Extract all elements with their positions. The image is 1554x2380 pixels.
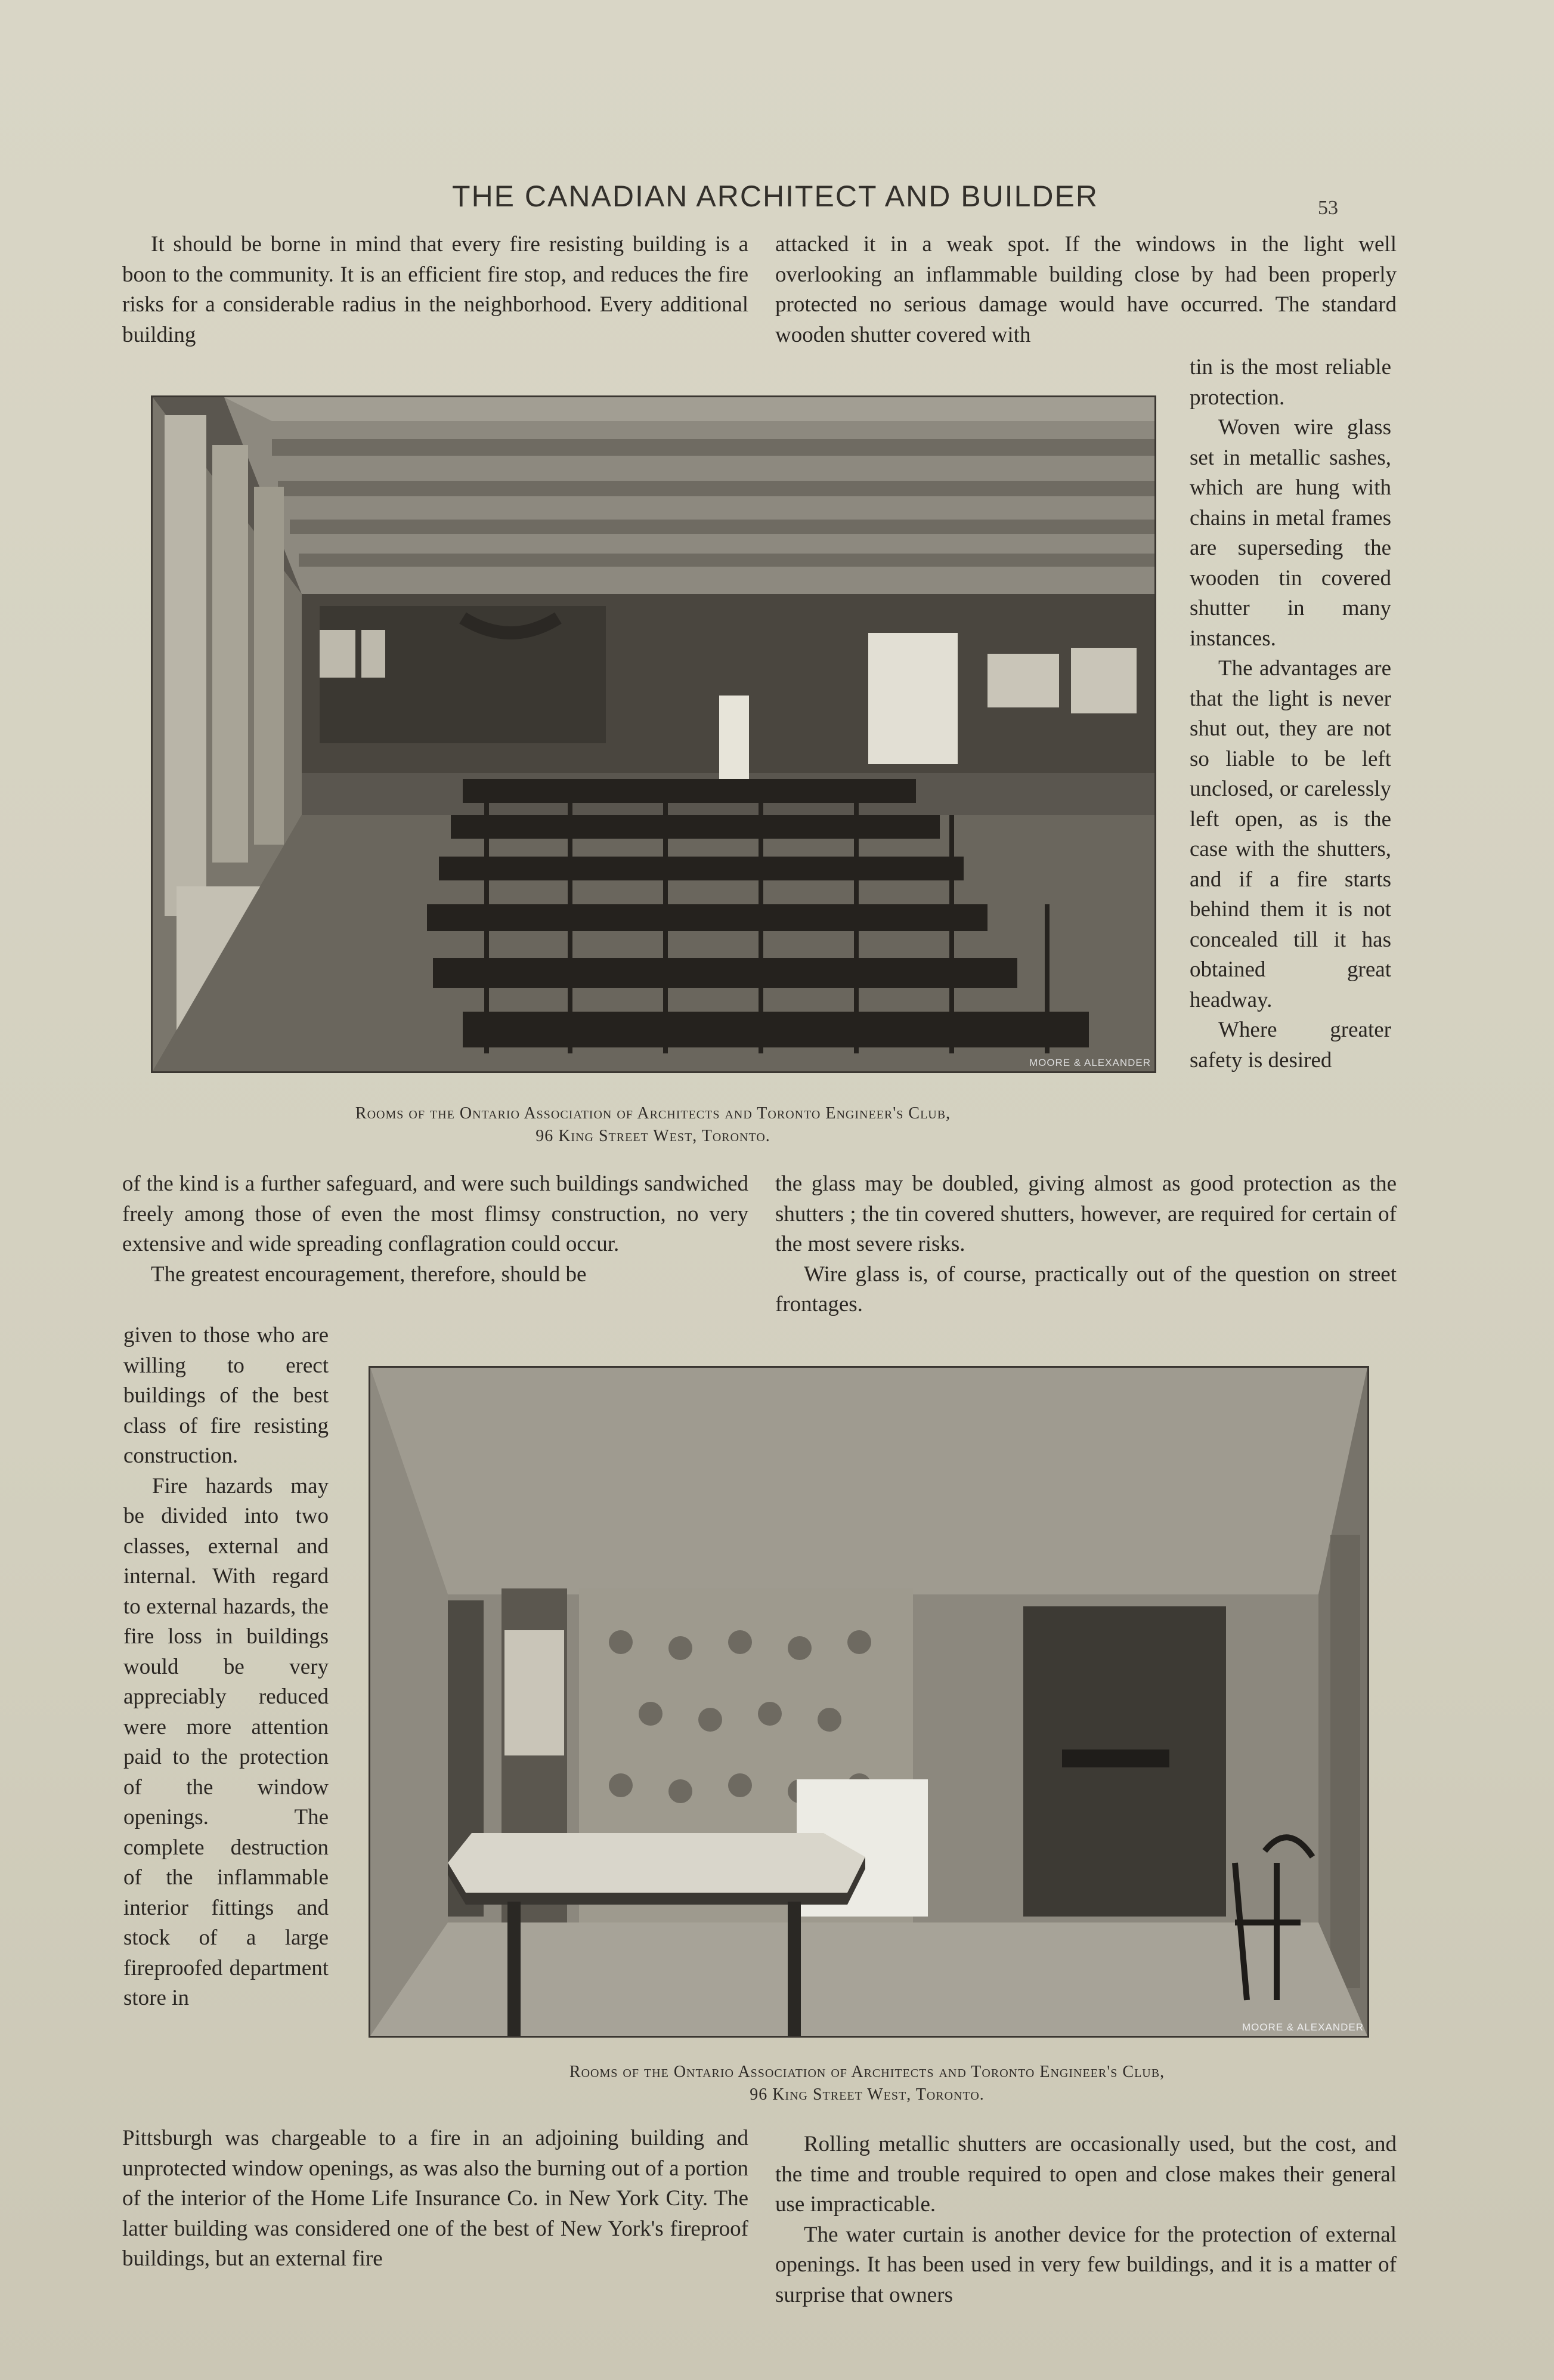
- caption-line: 96 King Street West, Toronto.: [535, 1127, 770, 1145]
- narrow-column: [123, 1321, 329, 2014]
- right-mid-paragraph: Wire glass is, of course, practically out of the question on street frontages.: [775, 1262, 1397, 1316]
- side-paragraph: Where greater safety is desired: [1190, 1018, 1391, 1072]
- right-bottom-paragraph: Rolling metallic shutters are occasionally used, but the cost, and the time and trouble required to open and close makes their general use impracticable.: [775, 2132, 1397, 2217]
- right-bottom-text: [775, 2129, 1397, 2310]
- photo-credit: MOORE & ALEXANDER: [1242, 2022, 1364, 2033]
- side-paragraph: Woven wire glass set in metallic sashes, which are hung with chains in metal frames are superseding the wooden tin covered shutter in many instances.: [1190, 415, 1391, 651]
- left-top-paragraph: It should be borne in mind that every fire resisting building is a boon to the community. It is an efficient fire stop, and reduces the fire risks for a considerable radius in the neighborhood. Every additional building: [122, 232, 748, 347]
- caption-line: 96 King Street West, Toronto.: [750, 2085, 985, 2104]
- caption-line: Rooms of the Ontario Association of Architects and Toronto Engineer's Club,: [355, 1104, 951, 1123]
- side-column: [1190, 353, 1391, 1075]
- narrow-paragraph: Fire hazards may be divided into two classes, external and internal. With regard to external hazards, the fire loss in buildings would be very appreciably reduced were more attention paid to the protection of the window openings. The complete destruction of the inflammable interior fittings and stock of a large fireproofed department store in: [123, 1473, 329, 2010]
- caption-line: Rooms of the Ontario Association of Architects and Toronto Engineer's Club,: [569, 2063, 1165, 2081]
- left-mid-text: [122, 1169, 748, 1290]
- photo-caption: [369, 2061, 1366, 2106]
- running-header: THE CANADIAN ARCHITECT AND BUILDER: [452, 180, 1098, 213]
- narrow-paragraph: given to those who are willing to erect buildings of the best class of fire resisting construction.: [123, 1323, 329, 1468]
- photo-caption: [149, 1102, 1157, 1148]
- left-mid-paragraph: of the kind is a further safeguard, and were such buildings sandwiched freely among those of even the most flimsy construction, no very extensive and wide spreading conflagration could occur.: [122, 1172, 748, 1256]
- right-mid-text: [775, 1169, 1397, 1320]
- side-paragraph: The advantages are that the light is never shut out, they are not so liable to be left unclosed, or carelessly left open, as is the case with the shutters, and if a fire starts behind them it is not concealed till it has obtained great headway.: [1190, 656, 1391, 1012]
- side-paragraph: tin is the most reliable protection.: [1190, 355, 1391, 410]
- right-top-paragraph: attacked it in a weak spot. If the windows in the light well overlooking an inflammable building close by had been properly protected no serious damage would have occurred. The standard wooden shutter covered with: [775, 232, 1397, 347]
- left-bottom-paragraph: Pittsburgh was chargeable to a fire in an adjoining building and unprotected window openings, as was also the burning out of a portion of the interior of the Home Life Insurance Co. in New York City. The latter building was considered one of the best of New York's fireproof buildings, but an external fire: [122, 2126, 748, 2271]
- left-mid-paragraph: The greatest encouragement, therefore, should be: [151, 1262, 587, 1287]
- photo-club-room: [369, 1366, 1369, 2038]
- photo-credit: MOORE & ALEXANDER: [1029, 1057, 1151, 1068]
- page-number: 53: [1318, 197, 1338, 219]
- right-bottom-paragraph: The water curtain is another device for the protection of external openings. It has been used in very few buildings, and it is a matter of surprise that owners: [775, 2222, 1397, 2307]
- right-mid-paragraph: the glass may be doubled, giving almost as good protection as the shutters ; the tin covered shutters, however, are required for certain of the most severe risks.: [775, 1172, 1397, 1256]
- photo-meeting-room: [151, 395, 1156, 1073]
